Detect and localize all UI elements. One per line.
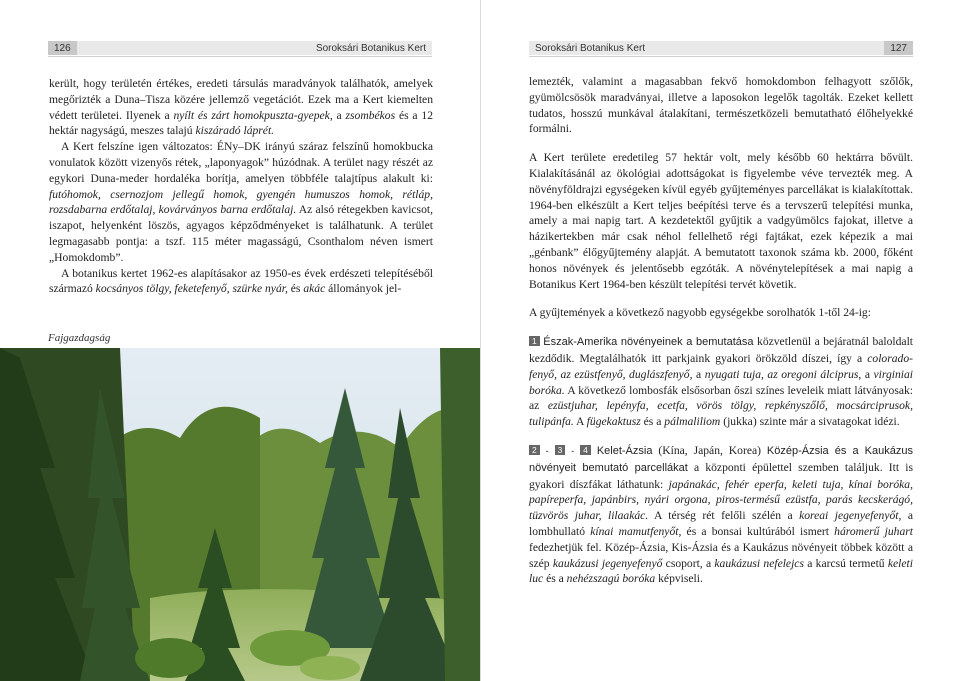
italic-run: kínai mamutfenyőt, [590, 524, 682, 538]
text-run: A következő lombosfák elsősorban őszi színes leveleik miatt látványosak: az [529, 383, 913, 413]
text-run: , a [329, 108, 346, 122]
italic-run: akác [303, 282, 326, 296]
range-separator: - [545, 445, 549, 456]
italic-run: koreai jegenyefenyőt, [799, 509, 902, 523]
italic-run: keleti luc [529, 556, 913, 586]
text-run: A gyűjtemények a következő nagyobb egységekbe sorolhatók 1-től 24-ig: [529, 306, 871, 320]
text-run: képviseli. [655, 572, 703, 586]
text-run: a központi épülettel szemben találjuk. Itt is gyakori díszfákat láthatunk: [529, 460, 913, 491]
italic-run: fügekaktusz [586, 415, 641, 429]
italic-run: virginiai boróka. [529, 367, 914, 397]
text-run: csoport, a [662, 556, 715, 570]
text-run: A botanikus kertet 1962-es alapításakor az 1950-es évek erdészeti telepítéséből származó [49, 266, 433, 296]
text-run: állományok jel- [325, 282, 402, 296]
text-run: és [287, 282, 304, 296]
page-number: 127 [884, 41, 913, 55]
emphasis-run: Észak-Amerika növényeinek a bemutatása [543, 336, 754, 349]
paragraph [49, 266, 433, 298]
text-run: A térség rét felőli szélén a [648, 509, 800, 523]
running-title: Soroksári Botanikus Kert [535, 42, 646, 54]
italic-run: ezüstjuhar, lepényfa, ecetfa, vörös tölgy, repkényszőlő, mocsárciprusok, tulipánfa. [529, 399, 913, 429]
italic-run: nehézszagú boróka [566, 572, 656, 586]
text-run: lemezték, valamint a magasabban fekvő homokdombon felhagyott szőlők, gyümölcsösök maradványai, illetve a laposokon legelők tagolták. Ezeket kellett tudatos, hosszú munkával átalakítani, természetközeli bemutatható élőhelyekké formálni. [529, 75, 913, 136]
number-badge: 2 [529, 445, 540, 455]
text-run: és a [640, 415, 665, 429]
paragraph [49, 76, 433, 139]
header-rule [48, 56, 432, 57]
italic-run: kocsányos tölgy, feketefenyő, szürke nyár, [95, 282, 288, 296]
running-title: Soroksári Botanikus Kert [315, 42, 426, 54]
text-run: a [861, 367, 874, 381]
text-run: került, hogy területén értékes, eredeti társulás maradványok találhatók, amelyek megőrizték a Duna–Tisza közére jellemző vegetációt. Ezek ma a Kert kiemelten védett területei. Ilyenek a [49, 77, 433, 122]
text-run: (Kína, Japán, Korea) [652, 443, 767, 457]
forest-illustration [0, 348, 480, 681]
collection-entry [529, 334, 913, 430]
text-run: A Kert területe eredetileg 57 hektár volt, mely később 60 hektárra bővült. Kialakításánál az ökológiai adottságokat is figyelembe véve tervezték meg. A növényföldrajzi egységeken kívül egyéb gyűjteményes parcellákat is kialakítottak. 1964-ben elkészült a Kert teljes beépítési terve és a tervszerű telepítési munka, amely a mai napig tart. A kezdetektől gyűjtik a vadgyümölcs fajokat, illetve a házikertekben már csak néhol fellelhető régi fajtákat, ezek képezik a mai „génbank” élőgyűjtemény alapját. A bemutatott taxonok száma kb. 2000, főként honos növények és jelentősebb egzóták. A növénytelepítések a mai napig a Botanikus Kert 1964-ben készült telepítési tervét követik. [529, 151, 913, 291]
emphasis-run: Kelet-Ázsia [596, 444, 653, 457]
text-run: közvetlenül a bejáratnál baloldalt kezdődik. Megtalálhatók itt parkjaink gyakori örökzöld díszei, így a [529, 335, 914, 365]
italic-run: kaukázusi nefelejcs [714, 556, 804, 570]
number-badge: 3 [555, 445, 566, 455]
range-separator: - [571, 445, 575, 456]
body-text [529, 74, 913, 587]
page-number: 126 [48, 41, 77, 55]
italic-run: futóhomok, csernozjom jellegű homok, gyengén humuszos homok, rétláp, rozsdabarna erdőtalaj, kovárványos barna erdőtalaj. [49, 187, 433, 217]
italic-run: colorado-fenyő, az ezüstfenyő, duglászfenyő, [529, 351, 913, 381]
text-run: a karcsú termetű [803, 556, 888, 570]
italic-run: nyugati tuja, az oregoni álciprus, [704, 367, 862, 381]
italic-run: nyílt és zárt homokpuszta-gyepek [173, 108, 330, 122]
text-run: a [692, 367, 705, 381]
text-run: a lombhullató [529, 509, 914, 538]
running-header [529, 41, 913, 55]
emphasis-run: Közép-Ázsia és a Kaukázus növényeit bemutató parcellákat [529, 444, 913, 474]
number-badge: 4 [580, 445, 591, 455]
text-run: A [573, 415, 587, 429]
right-page [480, 0, 960, 681]
italic-run: zsombékos [345, 108, 396, 122]
text-run: Az alsó rétegekben kavicsot, iszapot, helyenként löszös, agyagos képződményeket is találhatunk. A terület legmagasabb pontja: a tszf. 115 méter magasságú, Csonthalom néven ismert „Homokdomb”. [49, 203, 433, 264]
text-run: és a [543, 572, 567, 586]
collection-entry [529, 443, 913, 587]
paragraph [49, 139, 433, 265]
italic-run: pálmaliliom [664, 415, 721, 429]
paragraph [529, 305, 913, 321]
italic-run: háromerű juhart [834, 524, 913, 538]
text-run: és a bonsai kultúrából ismert [681, 524, 835, 538]
paragraph [529, 74, 913, 137]
text-run: és a 12 hektár nagyságú, meszes talajú [49, 108, 433, 138]
number-badge: 1 [529, 336, 540, 346]
entry-text [529, 444, 913, 585]
running-header [48, 41, 432, 55]
text-run: fedezhetjük fel. Közép-Ázsia, Kis-Ázsia és a Kaukázus növényeit többek között a szép [529, 540, 913, 570]
italic-run: kaukázusi jegenyefenyő [552, 556, 663, 570]
photo-caption: Fajgazdagság [48, 332, 111, 344]
italic-run: japánakác, fehér eperfa, keleti tuja, kínai boróka, papíreperfa, japánbirs, nyári orgona, piros-termésű ezüstfa, parás kecskerágó, tüzvörös juhar, lilaakác. [529, 477, 913, 523]
body-text [49, 76, 433, 297]
text-run: A Kert felszíne igen változatos: ÉNy–DK irányú száraz felszínű homokbucka vonulatok között vizenyős rétek, „laponyagok” húzódnak. A terület nagy részét az egykori Duna-meder hordaléka borítja, amelyen többféle talajtípus alakult ki: [49, 140, 433, 185]
entry-text [529, 335, 913, 428]
header-rule [529, 56, 913, 57]
italic-run: kiszáradó láprét. [195, 124, 275, 138]
paragraph [529, 150, 913, 292]
forest-photo [0, 348, 480, 681]
text-run: (jukka) szinte már a sivatagokat idézi. [720, 415, 900, 429]
